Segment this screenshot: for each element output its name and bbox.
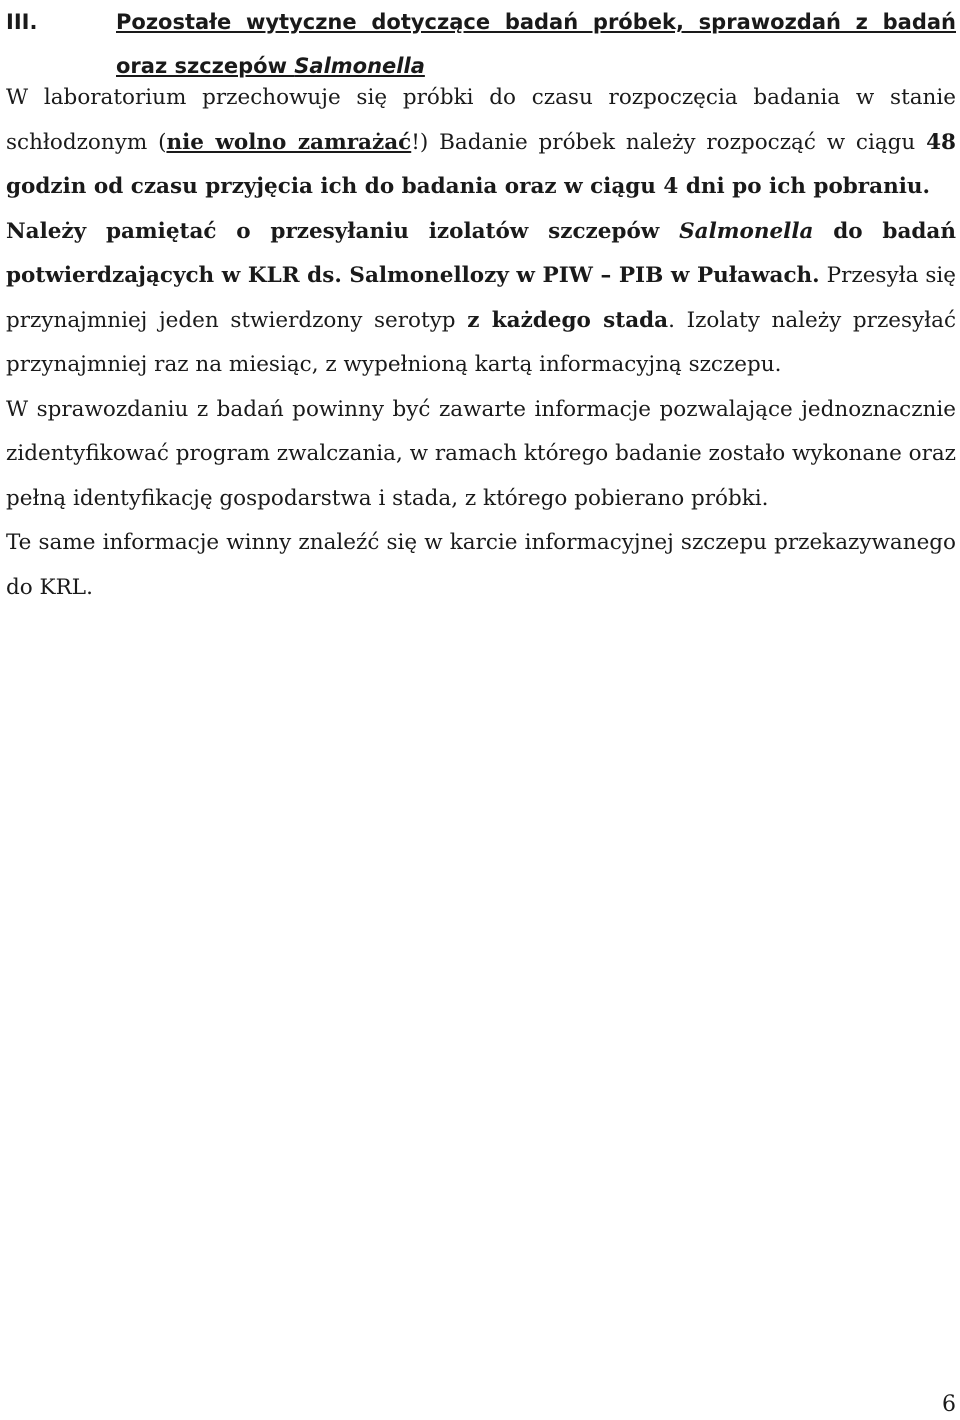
section-number: III. [6,10,38,34]
isolates-text-1: Należy pamiętać o przesyłaniu izolatów szczepów [6,218,680,244]
page-number: 6 [942,1392,956,1417]
section-heading [6,0,956,88]
storage-deadline: 48 godzin od czasu przyjęcia ich do badania oraz w ciągu 4 dni po ich pobraniu. [6,129,956,199]
no-freezing-warning: nie wolno zamrażać [166,129,412,155]
section-title [116,0,956,88]
isolates-salmonella: Salmonella [679,218,814,244]
storage-text-1: W laboratorium przechowuje się próbki do czasu rozpoczęcia badania w stanie schłodzonym ( [6,85,956,155]
section-title-italic: Salmonella [294,54,425,78]
isolates-text-2: do badań potwierdzających w KLR ds. Salmonellozy w PIW – PIB w Puławach. [6,218,956,288]
body-text [6,76,956,610]
isolates-text-4: . Izolaty należy przesyłać przynajmniej raz na miesiąc, z wypełnioną kartą informacyjną szczepu. [6,307,957,377]
isolates-text-3: Przesyła się przynajmniej jeden stwierdzony serotyp [6,263,956,333]
paragraph-storage [6,76,956,210]
isolates-each-flock: z każdego stada [467,307,669,333]
section-title-text: Pozostałe wytyczne dotyczące badań próbek, sprawozdań z badań oraz szczepów [116,10,956,78]
storage-text-2: !) Badanie próbek należy rozpocząć w ciągu [411,129,927,155]
paragraph-strain-card: Te same informacje winny znaleźć się w karcie informacyjnej szczepu przekazywanego do KRL. [6,530,956,600]
paragraph-isolates [6,210,956,388]
paragraph-report: W sprawozdaniu z badań powinny być zawarte informacje pozwalające jednoznacznie zidentyfikować program zwalczania, w ramach którego badanie zostało wykonane oraz pełną identyfikację gospodarstwa i stada, z którego pobierano próbki. [6,396,956,511]
